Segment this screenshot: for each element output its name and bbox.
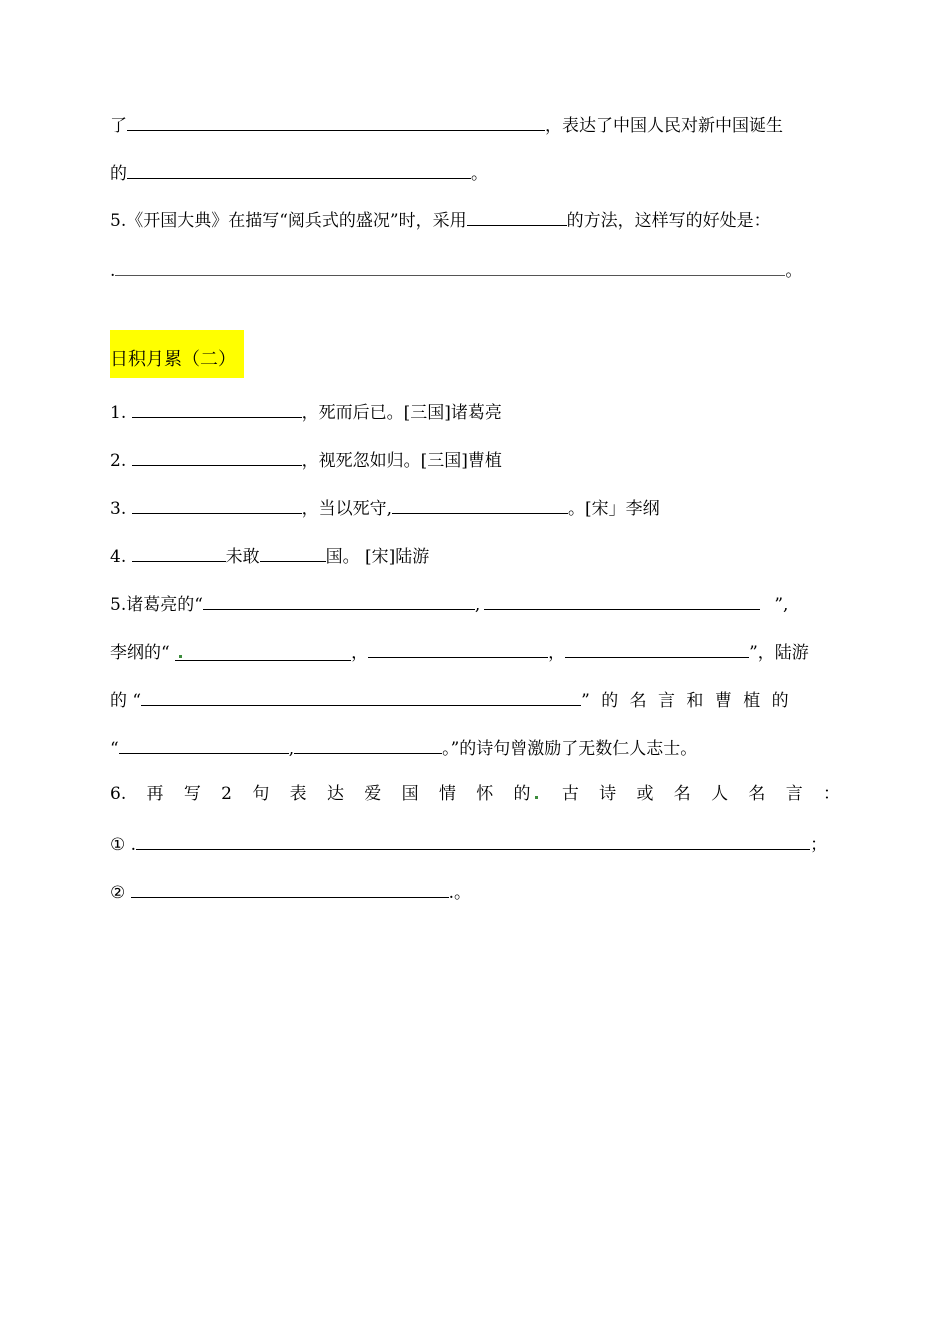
item-char: 爱 bbox=[364, 784, 382, 804]
item-1 bbox=[110, 397, 502, 423]
answer-2 bbox=[110, 877, 471, 903]
marker-dot bbox=[535, 796, 538, 799]
item-5-line-4 bbox=[110, 733, 697, 759]
item-char: 言 bbox=[785, 784, 803, 804]
item-char: 达 bbox=[326, 784, 344, 804]
item-text: ，视死忽如归。[三国]曹植 bbox=[301, 451, 502, 471]
fill-line-2 bbox=[110, 158, 488, 184]
item-char-group bbox=[514, 781, 542, 807]
item-text: 未敢 bbox=[225, 547, 260, 567]
blank-input[interactable] bbox=[141, 685, 581, 706]
item-text: 。”的诗句曾激励了无数仁人志士。 bbox=[442, 739, 698, 759]
item-text: ，死而后已。[三国]诸葛亮 bbox=[301, 403, 502, 423]
item-number: 1. bbox=[110, 403, 127, 423]
item-char: 2 bbox=[221, 784, 232, 804]
item-6 bbox=[110, 781, 840, 807]
text: 。 bbox=[785, 261, 803, 281]
item-text: ”, bbox=[774, 595, 789, 615]
answer-1 bbox=[110, 829, 827, 855]
item-text: 的 “ bbox=[110, 691, 142, 711]
item-char: 人 bbox=[711, 784, 729, 804]
item-char: 的 bbox=[513, 784, 531, 804]
item-char: 写 bbox=[183, 784, 201, 804]
item-text: ” 的 名 言 和 曹 植 的 bbox=[581, 691, 789, 711]
blank-input[interactable] bbox=[127, 158, 471, 179]
question-text: 5.《开国大典》在描写“阅兵式的盛况”时，采用 bbox=[110, 211, 467, 231]
blank-input[interactable] bbox=[127, 110, 545, 131]
item-char: 名 bbox=[673, 784, 691, 804]
item-number: 3. bbox=[110, 499, 127, 519]
blank-input[interactable] bbox=[484, 589, 760, 610]
item-char: 表 bbox=[289, 784, 307, 804]
blank-input[interactable] bbox=[115, 255, 785, 276]
blank-input[interactable] bbox=[132, 445, 302, 466]
item-5 bbox=[110, 589, 788, 615]
item-text: ， bbox=[548, 643, 566, 663]
item-char: ： bbox=[823, 784, 840, 804]
item-text: “ bbox=[110, 739, 119, 759]
blank-input[interactable] bbox=[260, 541, 326, 562]
answer-label: ② bbox=[110, 883, 126, 903]
blank-input[interactable] bbox=[565, 637, 749, 658]
blank-input[interactable] bbox=[136, 829, 810, 850]
item-text: , bbox=[474, 595, 481, 615]
blank-input[interactable] bbox=[175, 640, 351, 661]
blank-input[interactable] bbox=[132, 541, 226, 562]
item-char: 古 bbox=[561, 784, 579, 804]
item-text: ，当以死守, bbox=[301, 499, 393, 519]
question-text: 的方法，这样写的好处是： bbox=[566, 211, 771, 231]
item-5-line-3 bbox=[110, 685, 789, 711]
item-char: 怀 bbox=[476, 784, 494, 804]
item-text: 国。 [宋]陆游 bbox=[325, 547, 430, 567]
blank-input[interactable] bbox=[467, 205, 567, 226]
blank-input[interactable] bbox=[132, 397, 302, 418]
item-text: 李纲的“ bbox=[110, 643, 170, 663]
item-char: 诗 bbox=[599, 784, 617, 804]
blank-input[interactable] bbox=[392, 493, 568, 514]
blank-input[interactable] bbox=[203, 589, 475, 610]
question-5-answer bbox=[110, 255, 802, 281]
item-char: 句 bbox=[252, 784, 270, 804]
item-number: 4. bbox=[110, 547, 127, 567]
item-char: 情 bbox=[438, 784, 456, 804]
answer-label: ① . bbox=[110, 835, 137, 855]
text: 的 bbox=[110, 164, 127, 184]
item-3 bbox=[110, 493, 660, 519]
item-text: ， bbox=[351, 643, 369, 663]
text: . bbox=[110, 261, 116, 281]
item-2 bbox=[110, 445, 502, 471]
item-text: 。[宋」李纲 bbox=[568, 499, 660, 519]
section-heading: 日积月累（二） bbox=[110, 330, 244, 378]
question-5 bbox=[110, 205, 771, 231]
item-4 bbox=[110, 541, 429, 567]
blank-input[interactable] bbox=[132, 493, 302, 514]
item-text: .。 bbox=[448, 883, 472, 903]
blank-input[interactable] bbox=[368, 637, 548, 658]
item-5-line-2 bbox=[110, 637, 809, 663]
fill-line-1 bbox=[110, 110, 783, 136]
item-char: 或 bbox=[636, 784, 654, 804]
item-text: , bbox=[288, 739, 295, 759]
text: ，表达了中国人民对新中国诞生 bbox=[545, 116, 783, 136]
item-text: ； bbox=[810, 835, 828, 855]
blank-input[interactable] bbox=[119, 733, 289, 754]
item-char: 名 bbox=[748, 784, 766, 804]
item-char: 国 bbox=[401, 784, 419, 804]
item-number: 2. bbox=[110, 451, 127, 471]
item-number: 6. bbox=[110, 784, 127, 804]
item-text: ”，陆游 bbox=[749, 643, 809, 663]
text: 。 bbox=[471, 164, 488, 184]
item-text: 5.诸葛亮的“ bbox=[110, 595, 203, 615]
blank-input[interactable] bbox=[131, 877, 449, 898]
blank-input[interactable] bbox=[294, 733, 442, 754]
marker-dot bbox=[179, 655, 182, 658]
text: 了 bbox=[110, 116, 127, 136]
item-char: 再 bbox=[146, 784, 164, 804]
